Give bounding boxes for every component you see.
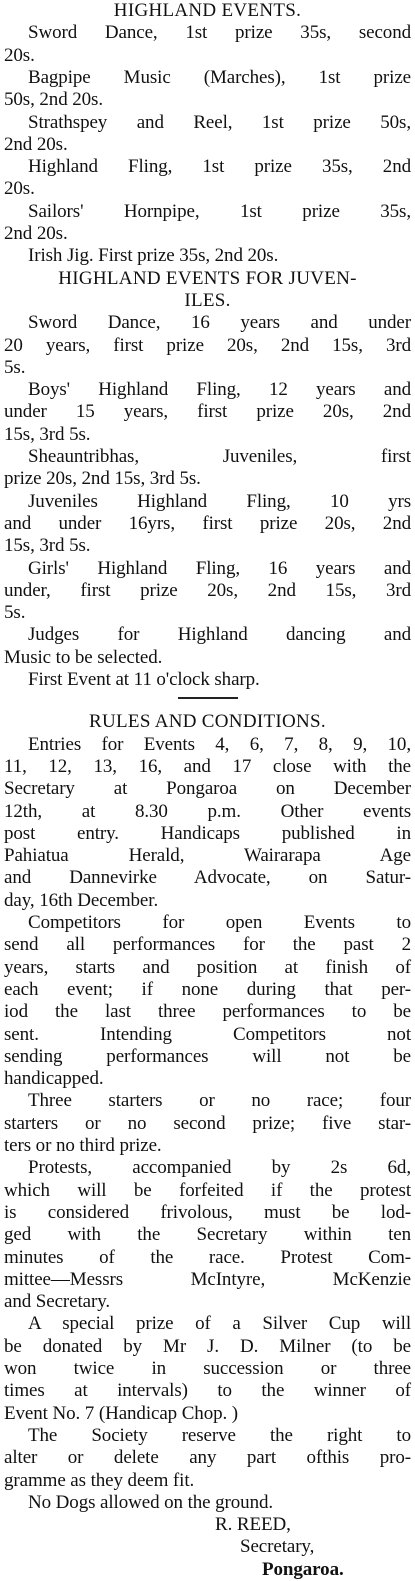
section-heading: ILES. bbox=[184, 289, 231, 311]
section-divider bbox=[178, 697, 238, 699]
paragraph-line: 11, 12, 13, 16, and 17 close with the bbox=[4, 755, 411, 777]
paragraph-line: day, 16th December. bbox=[4, 889, 159, 911]
paragraph-line: Music to be selected. bbox=[4, 646, 163, 668]
paragraph-first-line: A special prize of a Silver Cup will bbox=[28, 1313, 411, 1335]
paragraph-line: gramme as they deem fit. bbox=[4, 1469, 195, 1491]
paragraph-line: and Dannevirke Advocate, on Satur- bbox=[4, 867, 411, 889]
section-heading: HIGHLAND EVENTS FOR JUVEN- bbox=[58, 267, 357, 289]
paragraph-line: 2nd 20s. bbox=[4, 223, 68, 244]
paragraph-first-line: Sheauntribhas, Juveniles, first bbox=[28, 446, 411, 467]
paragraph-line: handicapped. bbox=[4, 1068, 104, 1090]
paragraph-first-line: Girls' Highland Fling, 16 years and bbox=[28, 557, 411, 579]
paragraph-first-line: No Dogs allowed on the ground. bbox=[28, 1491, 274, 1513]
paragraph-line: years, starts and position at finish of bbox=[4, 956, 411, 978]
paragraph-line: alter or delete any part ofthis pro- bbox=[4, 1447, 411, 1469]
paragraph-line: 12th, at 8.30 p.m. Other events bbox=[4, 800, 411, 822]
signature-title: Secretary, bbox=[240, 1536, 315, 1558]
section-heading: HIGHLAND EVENTS. bbox=[113, 0, 302, 21]
paragraph-line: be donated by Mr J. D. Milner (to be bbox=[4, 1335, 411, 1357]
paragraph-line: minutes of the race. Protest Com- bbox=[4, 1246, 411, 1268]
paragraph-line: ters or no third prize. bbox=[4, 1135, 162, 1156]
paragraph-first-line: Juveniles Highland Fling, 10 yrs bbox=[28, 490, 411, 512]
paragraph-line: post entry. Handicaps published in bbox=[4, 822, 411, 844]
paragraph-first-line: The Society reserve the right to bbox=[28, 1424, 411, 1446]
paragraph-line: mittee—Messrs McIntyre, McKenzie bbox=[4, 1268, 411, 1290]
paragraph-line: Pahiatua Herald, Wairarapa Age bbox=[4, 845, 411, 867]
paragraph-line: sent. Intending Competitors not bbox=[4, 1023, 411, 1045]
paragraph-line: 20s. bbox=[4, 44, 35, 66]
paragraph-first-line: Boys' Highland Fling, 12 years and bbox=[28, 379, 411, 401]
paragraph-first-line: Protests, accompanied by 2s 6d, bbox=[28, 1157, 411, 1179]
paragraph-line: iod the last three performances to be bbox=[4, 1001, 411, 1023]
paragraph-first-line: Sword Dance, 1st prize 35s, second bbox=[28, 22, 411, 44]
paragraph-line: ged with the Secretary within ten bbox=[4, 1224, 411, 1246]
paragraph-line: 2nd 20s. bbox=[4, 133, 68, 155]
paragraph-line: starters or no second prize; five star- bbox=[4, 1112, 411, 1134]
paragraph-line: 50s, 2nd 20s. bbox=[4, 89, 103, 111]
signature-name: R. REED, bbox=[215, 1514, 291, 1536]
paragraph-line: won twice in succession or three bbox=[4, 1358, 411, 1379]
paragraph-line: is considered frivolous, must be lod- bbox=[4, 1201, 411, 1223]
paragraph-line: 20 years, first prize 20s, 2nd 15s, 3rd bbox=[4, 334, 411, 356]
paragraph-first-line: Entries for Events 4, 6, 7, 8, 9, 10, bbox=[28, 733, 411, 755]
paragraph-line: 15s, 3rd 5s. bbox=[4, 535, 91, 557]
paragraph-first-line: Bagpipe Music (Marches), 1st prize bbox=[28, 66, 411, 88]
paragraph-line: under 15 years, first prize 20s, 2nd bbox=[4, 401, 411, 423]
paragraph-line: times at intervals) to the winner of bbox=[4, 1380, 411, 1402]
paragraph-first-line: Three starters or no race; four bbox=[28, 1090, 411, 1112]
paragraph-line: 20s. bbox=[4, 178, 35, 200]
paragraph-first-line: Competitors for open Events to bbox=[28, 912, 411, 933]
paragraph-first-line: Strathspey and Reel, 1st prize 50s, bbox=[28, 111, 411, 133]
paragraph-first-line: Irish Jig. First prize 35s, 2nd 20s. bbox=[28, 245, 279, 267]
paragraph-line: under, first prize 20s, 2nd 15s, 3rd bbox=[4, 579, 411, 601]
paragraph-first-line: Highland Fling, 1st prize 35s, 2nd bbox=[28, 156, 411, 178]
paragraph-line: and under 16yrs, first prize 20s, 2nd bbox=[4, 512, 411, 534]
paragraph-line: and Secretary. bbox=[4, 1291, 111, 1313]
paragraph-line: send all performances for the past 2 bbox=[4, 934, 411, 956]
paragraph-first-line: First Event at 11 o'clock sharp. bbox=[28, 669, 260, 690]
paragraph-line: 5s. bbox=[4, 356, 26, 378]
paragraph-first-line: Sword Dance, 16 years and under bbox=[28, 312, 411, 334]
paragraph-line: 15s, 3rd 5s. bbox=[4, 423, 91, 445]
paragraph-line: Event No. 7 (Handicap Chop. ) bbox=[4, 1402, 239, 1424]
paragraph-line: sending performances will not be bbox=[4, 1045, 411, 1067]
paragraph-first-line: Sailors' Hornpipe, 1st prize 35s, bbox=[28, 200, 411, 222]
paragraph-line: 5s. bbox=[4, 602, 26, 624]
paragraph-line: prize 20s, 2nd 15s, 3rd 5s. bbox=[4, 468, 201, 490]
paragraph-line: each event; if none during that per- bbox=[4, 978, 411, 1000]
paragraph-line: which will be forfeited if the protest bbox=[4, 1179, 411, 1201]
paragraph-first-line: Judges for Highland dancing and bbox=[28, 624, 411, 646]
section-heading: RULES AND CONDITIONS. bbox=[89, 711, 326, 733]
signature-place: Pongaroa. bbox=[262, 1558, 344, 1580]
paragraph-line: Secretary at Pongaroa on December bbox=[4, 778, 411, 800]
